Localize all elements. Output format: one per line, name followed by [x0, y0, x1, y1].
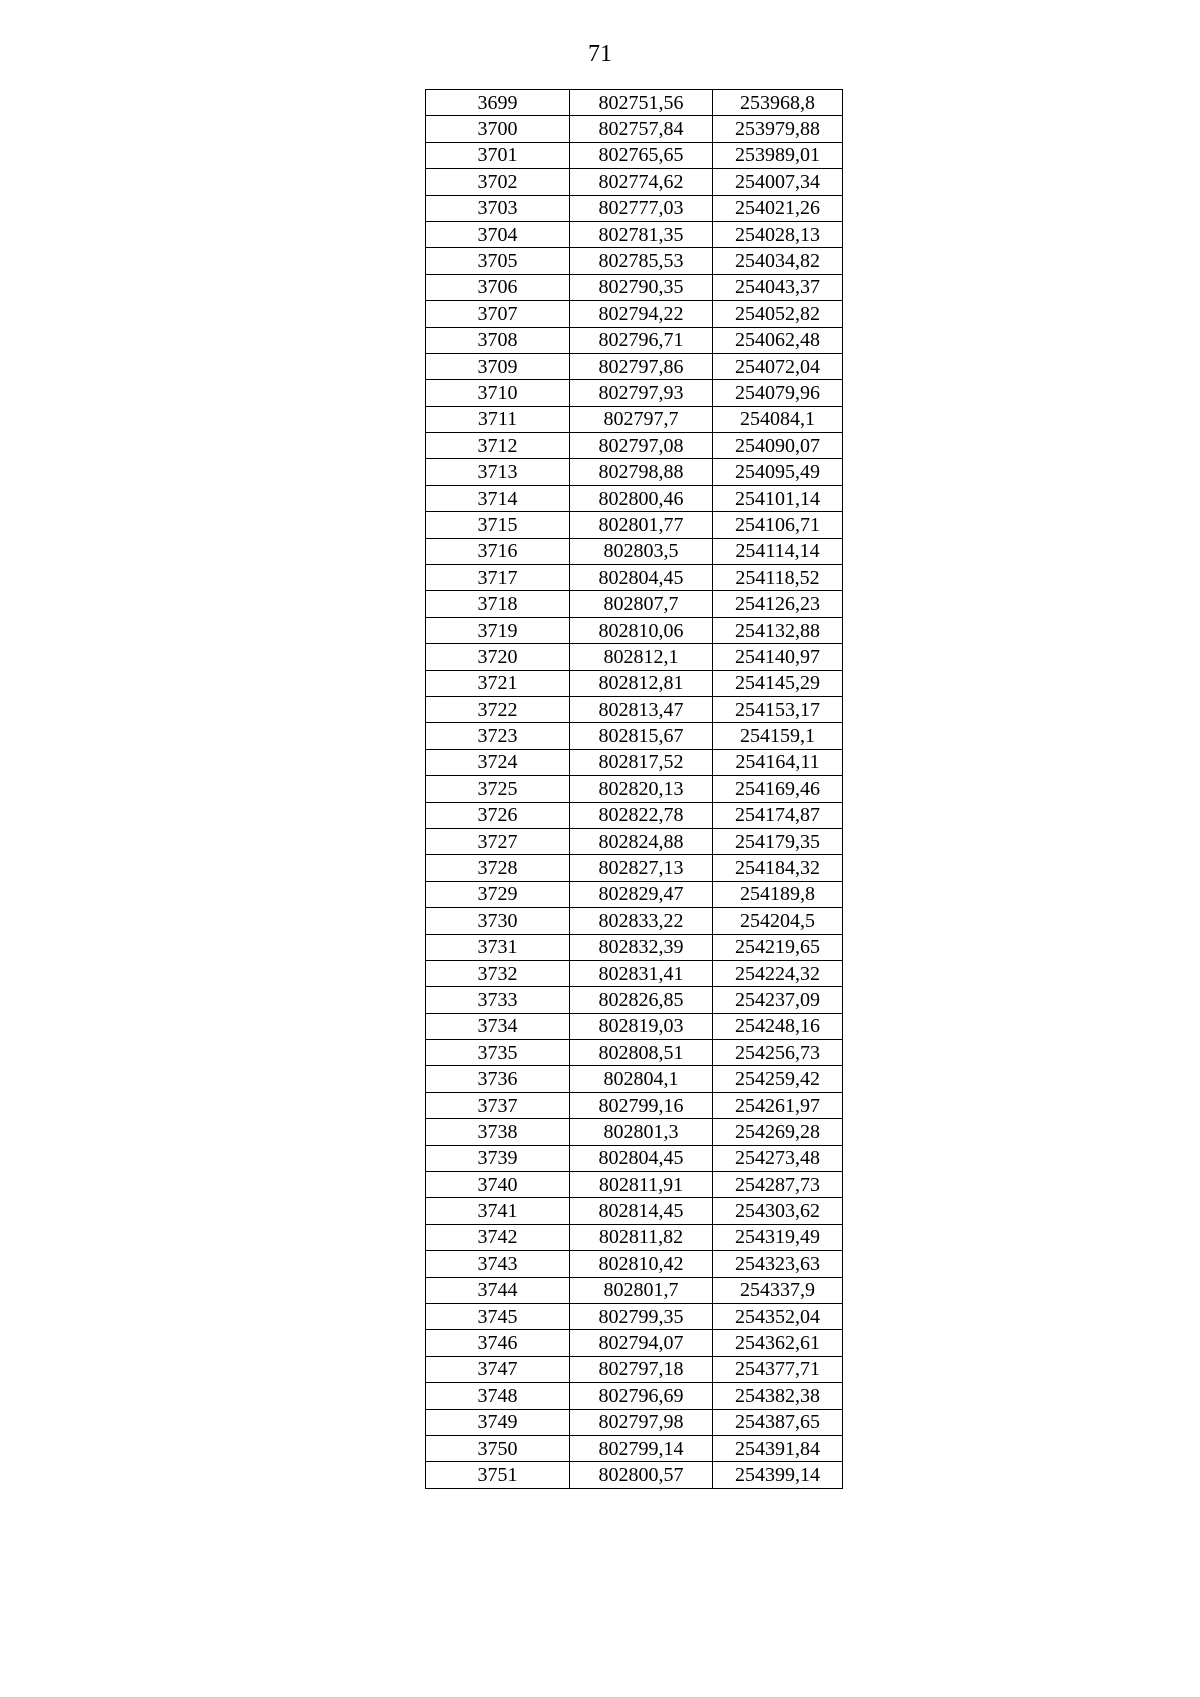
point-number-cell: 3706	[426, 274, 570, 300]
point-number-cell: 3740	[426, 1172, 570, 1198]
table-row	[426, 485, 843, 511]
x-coordinate-cell: 802794,07	[570, 1330, 713, 1356]
x-coordinate-cell: 802832,39	[570, 934, 713, 960]
y-coordinate-cell: 253979,88	[713, 116, 843, 142]
table-row	[426, 433, 843, 459]
x-coordinate-cell: 802831,41	[570, 960, 713, 986]
table-row	[426, 1303, 843, 1329]
y-coordinate-cell: 254101,14	[713, 485, 843, 511]
point-number-cell: 3732	[426, 960, 570, 986]
x-coordinate-cell: 802798,88	[570, 459, 713, 485]
table-row	[426, 353, 843, 379]
table-row	[426, 1435, 843, 1461]
table-row	[426, 855, 843, 881]
point-number-cell: 3745	[426, 1303, 570, 1329]
point-number-cell: 3707	[426, 301, 570, 327]
y-coordinate-cell: 254072,04	[713, 353, 843, 379]
table-row	[426, 142, 843, 168]
point-number-cell: 3739	[426, 1145, 570, 1171]
x-coordinate-cell: 802801,7	[570, 1277, 713, 1303]
point-number-cell: 3701	[426, 142, 570, 168]
point-number-cell: 3699	[426, 90, 570, 116]
table-row	[426, 1383, 843, 1409]
table-row	[426, 406, 843, 432]
point-number-cell: 3709	[426, 353, 570, 379]
x-coordinate-cell: 802817,52	[570, 749, 713, 775]
point-number-cell: 3751	[426, 1462, 570, 1488]
table-row	[426, 565, 843, 591]
x-coordinate-cell: 802811,91	[570, 1172, 713, 1198]
point-number-cell: 3712	[426, 433, 570, 459]
table-row	[426, 1013, 843, 1039]
table-row	[426, 248, 843, 274]
table-row	[426, 1119, 843, 1145]
table-row	[426, 459, 843, 485]
y-coordinate-cell: 254034,82	[713, 248, 843, 274]
table-row	[426, 644, 843, 670]
y-coordinate-cell: 254303,62	[713, 1198, 843, 1224]
y-coordinate-cell: 254079,96	[713, 380, 843, 406]
table-row	[426, 221, 843, 247]
x-coordinate-cell: 802797,7	[570, 406, 713, 432]
table-row	[426, 1356, 843, 1382]
point-number-cell: 3711	[426, 406, 570, 432]
table-row	[426, 776, 843, 802]
point-number-cell: 3715	[426, 512, 570, 538]
point-number-cell: 3717	[426, 565, 570, 591]
y-coordinate-cell: 254140,97	[713, 644, 843, 670]
point-number-cell: 3702	[426, 169, 570, 195]
x-coordinate-cell: 802813,47	[570, 696, 713, 722]
x-coordinate-cell: 802822,78	[570, 802, 713, 828]
point-number-cell: 3708	[426, 327, 570, 353]
table-row	[426, 617, 843, 643]
x-coordinate-cell: 802794,22	[570, 301, 713, 327]
x-coordinate-cell: 802801,77	[570, 512, 713, 538]
y-coordinate-cell: 254118,52	[713, 565, 843, 591]
y-coordinate-cell: 254090,07	[713, 433, 843, 459]
x-coordinate-cell: 802812,1	[570, 644, 713, 670]
point-number-cell: 3716	[426, 538, 570, 564]
table-row	[426, 802, 843, 828]
point-number-cell: 3713	[426, 459, 570, 485]
y-coordinate-cell: 254319,49	[713, 1224, 843, 1250]
point-number-cell: 3727	[426, 828, 570, 854]
y-coordinate-cell: 254184,32	[713, 855, 843, 881]
point-number-cell: 3742	[426, 1224, 570, 1250]
x-coordinate-cell: 802774,62	[570, 169, 713, 195]
y-coordinate-cell: 254189,8	[713, 881, 843, 907]
table-row	[426, 1145, 843, 1171]
point-number-cell: 3726	[426, 802, 570, 828]
y-coordinate-cell: 254224,32	[713, 960, 843, 986]
point-number-cell: 3721	[426, 670, 570, 696]
table-row	[426, 591, 843, 617]
table-row	[426, 1277, 843, 1303]
point-number-cell: 3723	[426, 723, 570, 749]
table-row	[426, 881, 843, 907]
y-coordinate-cell: 254043,37	[713, 274, 843, 300]
point-number-cell: 3736	[426, 1066, 570, 1092]
point-number-cell: 3747	[426, 1356, 570, 1382]
point-number-cell: 3710	[426, 380, 570, 406]
table-row	[426, 987, 843, 1013]
x-coordinate-cell: 802799,16	[570, 1092, 713, 1118]
y-coordinate-cell: 254377,71	[713, 1356, 843, 1382]
table-row	[426, 169, 843, 195]
y-coordinate-cell: 254269,28	[713, 1119, 843, 1145]
x-coordinate-cell: 802826,85	[570, 987, 713, 1013]
table-row	[426, 512, 843, 538]
y-coordinate-cell: 254256,73	[713, 1040, 843, 1066]
x-coordinate-cell: 802801,3	[570, 1119, 713, 1145]
table-row	[426, 538, 843, 564]
y-coordinate-cell: 254095,49	[713, 459, 843, 485]
x-coordinate-cell: 802827,13	[570, 855, 713, 881]
y-coordinate-cell: 254248,16	[713, 1013, 843, 1039]
point-number-cell: 3720	[426, 644, 570, 670]
point-number-cell: 3741	[426, 1198, 570, 1224]
point-number-cell: 3722	[426, 696, 570, 722]
coordinates-table-body	[426, 90, 843, 1489]
table-row	[426, 1040, 843, 1066]
y-coordinate-cell: 254273,48	[713, 1145, 843, 1171]
point-number-cell: 3738	[426, 1119, 570, 1145]
point-number-cell: 3730	[426, 908, 570, 934]
y-coordinate-cell: 254153,17	[713, 696, 843, 722]
point-number-cell: 3748	[426, 1383, 570, 1409]
y-coordinate-cell: 254145,29	[713, 670, 843, 696]
point-number-cell: 3705	[426, 248, 570, 274]
x-coordinate-cell: 802833,22	[570, 908, 713, 934]
x-coordinate-cell: 802804,45	[570, 565, 713, 591]
y-coordinate-cell: 254169,46	[713, 776, 843, 802]
x-coordinate-cell: 802829,47	[570, 881, 713, 907]
table-row	[426, 670, 843, 696]
table-row	[426, 116, 843, 142]
table-row	[426, 828, 843, 854]
x-coordinate-cell: 802804,45	[570, 1145, 713, 1171]
y-coordinate-cell: 254007,34	[713, 169, 843, 195]
x-coordinate-cell: 802804,1	[570, 1066, 713, 1092]
y-coordinate-cell: 253968,8	[713, 90, 843, 116]
table-row	[426, 1172, 843, 1198]
x-coordinate-cell: 802800,46	[570, 485, 713, 511]
table-row	[426, 934, 843, 960]
point-number-cell: 3737	[426, 1092, 570, 1118]
table-row	[426, 1066, 843, 1092]
point-number-cell: 3719	[426, 617, 570, 643]
x-coordinate-cell: 802797,98	[570, 1409, 713, 1435]
table-row	[426, 908, 843, 934]
table-row	[426, 960, 843, 986]
y-coordinate-cell: 254132,88	[713, 617, 843, 643]
y-coordinate-cell: 254028,13	[713, 221, 843, 247]
x-coordinate-cell: 802797,08	[570, 433, 713, 459]
y-coordinate-cell: 254287,73	[713, 1172, 843, 1198]
x-coordinate-cell: 802808,51	[570, 1040, 713, 1066]
y-coordinate-cell: 254204,5	[713, 908, 843, 934]
table-row	[426, 749, 843, 775]
point-number-cell: 3704	[426, 221, 570, 247]
x-coordinate-cell: 802799,14	[570, 1435, 713, 1461]
x-coordinate-cell: 802810,06	[570, 617, 713, 643]
x-coordinate-cell: 802785,53	[570, 248, 713, 274]
x-coordinate-cell: 802757,84	[570, 116, 713, 142]
y-coordinate-cell: 254323,63	[713, 1251, 843, 1277]
x-coordinate-cell: 802800,57	[570, 1462, 713, 1488]
x-coordinate-cell: 802810,42	[570, 1251, 713, 1277]
y-coordinate-cell: 254179,35	[713, 828, 843, 854]
point-number-cell: 3714	[426, 485, 570, 511]
y-coordinate-cell: 254084,1	[713, 406, 843, 432]
x-coordinate-cell: 802807,7	[570, 591, 713, 617]
point-number-cell: 3735	[426, 1040, 570, 1066]
point-number-cell: 3733	[426, 987, 570, 1013]
x-coordinate-cell: 802790,35	[570, 274, 713, 300]
y-coordinate-cell: 253989,01	[713, 142, 843, 168]
x-coordinate-cell: 802751,56	[570, 90, 713, 116]
y-coordinate-cell: 254337,9	[713, 1277, 843, 1303]
point-number-cell: 3731	[426, 934, 570, 960]
point-number-cell: 3700	[426, 116, 570, 142]
coordinates-table	[425, 89, 843, 1489]
x-coordinate-cell: 802819,03	[570, 1013, 713, 1039]
table-row	[426, 1251, 843, 1277]
x-coordinate-cell: 802820,13	[570, 776, 713, 802]
table-row	[426, 327, 843, 353]
x-coordinate-cell: 802777,03	[570, 195, 713, 221]
y-coordinate-cell: 254391,84	[713, 1435, 843, 1461]
x-coordinate-cell: 802799,35	[570, 1303, 713, 1329]
table-row	[426, 696, 843, 722]
y-coordinate-cell: 254126,23	[713, 591, 843, 617]
y-coordinate-cell: 254382,38	[713, 1383, 843, 1409]
y-coordinate-cell: 254259,42	[713, 1066, 843, 1092]
y-coordinate-cell: 254021,26	[713, 195, 843, 221]
point-number-cell: 3746	[426, 1330, 570, 1356]
x-coordinate-cell: 802811,82	[570, 1224, 713, 1250]
table-row	[426, 1224, 843, 1250]
table-row	[426, 1330, 843, 1356]
y-coordinate-cell: 254261,97	[713, 1092, 843, 1118]
point-number-cell: 3750	[426, 1435, 570, 1461]
y-coordinate-cell: 254352,04	[713, 1303, 843, 1329]
point-number-cell: 3728	[426, 855, 570, 881]
x-coordinate-cell: 802797,86	[570, 353, 713, 379]
table-row	[426, 90, 843, 116]
point-number-cell: 3744	[426, 1277, 570, 1303]
y-coordinate-cell: 254164,11	[713, 749, 843, 775]
y-coordinate-cell: 254052,82	[713, 301, 843, 327]
point-number-cell: 3729	[426, 881, 570, 907]
point-number-cell: 3703	[426, 195, 570, 221]
x-coordinate-cell: 802814,45	[570, 1198, 713, 1224]
point-number-cell: 3734	[426, 1013, 570, 1039]
y-coordinate-cell: 254114,14	[713, 538, 843, 564]
table-row	[426, 380, 843, 406]
x-coordinate-cell: 802803,5	[570, 538, 713, 564]
point-number-cell: 3749	[426, 1409, 570, 1435]
y-coordinate-cell: 254399,14	[713, 1462, 843, 1488]
x-coordinate-cell: 802796,71	[570, 327, 713, 353]
table-row	[426, 301, 843, 327]
y-coordinate-cell: 254237,09	[713, 987, 843, 1013]
page-number: 71	[588, 41, 612, 67]
table-row	[426, 1198, 843, 1224]
x-coordinate-cell: 802812,81	[570, 670, 713, 696]
table-row	[426, 723, 843, 749]
table-row	[426, 1092, 843, 1118]
table-row	[426, 1409, 843, 1435]
table-row	[426, 274, 843, 300]
y-coordinate-cell: 254159,1	[713, 723, 843, 749]
point-number-cell: 3718	[426, 591, 570, 617]
table-row	[426, 1462, 843, 1488]
y-coordinate-cell: 254062,48	[713, 327, 843, 353]
table-row	[426, 195, 843, 221]
y-coordinate-cell: 254174,87	[713, 802, 843, 828]
x-coordinate-cell: 802824,88	[570, 828, 713, 854]
point-number-cell: 3743	[426, 1251, 570, 1277]
y-coordinate-cell: 254362,61	[713, 1330, 843, 1356]
x-coordinate-cell: 802781,35	[570, 221, 713, 247]
x-coordinate-cell: 802796,69	[570, 1383, 713, 1409]
y-coordinate-cell: 254219,65	[713, 934, 843, 960]
y-coordinate-cell: 254387,65	[713, 1409, 843, 1435]
x-coordinate-cell: 802765,65	[570, 142, 713, 168]
x-coordinate-cell: 802815,67	[570, 723, 713, 749]
point-number-cell: 3725	[426, 776, 570, 802]
x-coordinate-cell: 802797,18	[570, 1356, 713, 1382]
x-coordinate-cell: 802797,93	[570, 380, 713, 406]
point-number-cell: 3724	[426, 749, 570, 775]
y-coordinate-cell: 254106,71	[713, 512, 843, 538]
